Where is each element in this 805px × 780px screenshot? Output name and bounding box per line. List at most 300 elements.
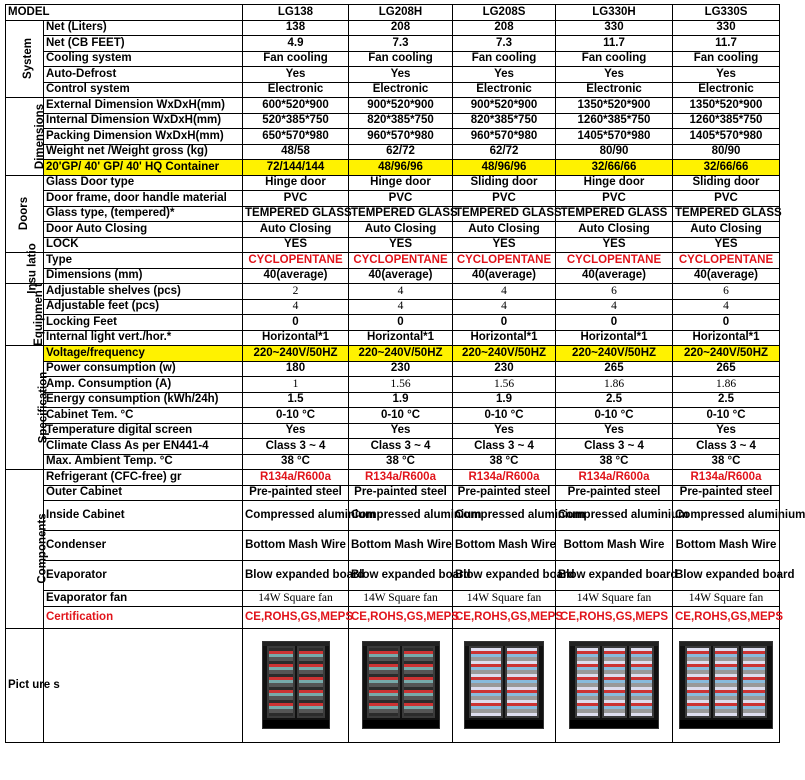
row-value: 48/96/96	[349, 160, 453, 176]
row-label: Internal Dimension WxDxH(mm)	[44, 113, 243, 129]
row-value: 208	[349, 20, 453, 36]
row-value: Fan cooling	[349, 51, 453, 67]
row-label: Outer Cabinet	[44, 485, 243, 501]
row-value: Compressed aluminium	[556, 501, 673, 531]
spec-row-door-close	[6, 222, 780, 238]
fridge-door	[267, 646, 295, 718]
spec-row-ambient	[6, 454, 780, 470]
spec-row-evap-fan	[6, 591, 780, 607]
row-value: 11.7	[556, 36, 673, 52]
row-value: 1.56	[453, 377, 556, 393]
row-value: 0-10 °C	[349, 408, 453, 424]
row-value: Auto Closing	[349, 222, 453, 238]
row-label: Door frame, door handle material	[44, 191, 243, 207]
row-label: Adjustable feet (pcs)	[44, 299, 243, 315]
row-value: Hinge door	[349, 175, 453, 191]
row-value: Hinge door	[556, 175, 673, 191]
header-row	[6, 5, 780, 21]
row-value: 38 °C	[673, 454, 780, 470]
row-value: Horizontal*1	[349, 330, 453, 346]
row-value: 1260*385*750	[673, 113, 780, 129]
row-value: Compressed aluminium	[453, 501, 556, 531]
group-equipment	[6, 284, 44, 346]
row-value: Pre-painted steel	[673, 485, 780, 501]
spec-row-int-dim	[6, 113, 780, 129]
row-value: Pre-painted steel	[453, 485, 556, 501]
row-value: Yes	[453, 423, 556, 439]
row-value: Fan cooling	[673, 51, 780, 67]
fridge-door	[741, 646, 767, 718]
row-value: Yes	[349, 67, 453, 83]
row-label: Evaporator fan	[44, 591, 243, 607]
row-value: 14W Square fan	[453, 591, 556, 607]
row-value: PVC	[453, 191, 556, 207]
group-system	[6, 20, 44, 98]
row-label: Certification	[44, 606, 243, 628]
row-value: CYCLOPENTANE	[556, 253, 673, 269]
spec-row-control	[6, 82, 780, 98]
row-value: YES	[243, 237, 349, 253]
group-label: Pict ure s	[8, 678, 60, 691]
row-value: Yes	[243, 67, 349, 83]
row-value: Blow expanded board	[556, 561, 673, 591]
spec-row-ins-type	[6, 253, 780, 269]
row-value: Compressed aluminium	[673, 501, 780, 531]
row-value: Compressed aluminium	[349, 501, 453, 531]
row-value: 14W Square fan	[349, 591, 453, 607]
row-label: Internal light vert./hor.*	[44, 330, 243, 346]
fridge-top	[570, 642, 658, 646]
row-value: CYCLOPENTANE	[243, 253, 349, 269]
row-value: 138	[243, 20, 349, 36]
row-value: 40(average)	[453, 268, 556, 284]
row-value: Yes	[673, 423, 780, 439]
fridge-image	[569, 641, 659, 729]
row-value: 32/66/66	[556, 160, 673, 176]
row-label: Voltage/frequency	[44, 346, 243, 362]
row-value: 1405*570*980	[673, 129, 780, 145]
row-value: 7.3	[349, 36, 453, 52]
row-value: 6	[556, 284, 673, 300]
row-value: R134a/R600a	[243, 470, 349, 486]
row-value: Blow expanded board	[453, 561, 556, 591]
row-value: 0-10 °C	[243, 408, 349, 424]
row-value: 960*570*980	[453, 129, 556, 145]
spec-row-light	[6, 330, 780, 346]
fridge-door	[602, 646, 627, 718]
row-value: Yes	[556, 423, 673, 439]
row-value: 38 °C	[243, 454, 349, 470]
model-header: LG208S	[453, 5, 556, 21]
spec-row-amp	[6, 377, 780, 393]
fridge-base	[570, 720, 658, 728]
row-value: 220~240V/50HZ	[349, 346, 453, 362]
row-label: Type	[44, 253, 243, 269]
row-value: Horizontal*1	[453, 330, 556, 346]
spec-row-glass-door	[6, 175, 780, 191]
row-label: Climate Class As per EN441-4	[44, 439, 243, 455]
row-value: 80/90	[556, 144, 673, 160]
row-value: Yes	[556, 67, 673, 83]
spec-row-glass-type	[6, 206, 780, 222]
row-value: 40(average)	[349, 268, 453, 284]
row-value: Horizontal*1	[673, 330, 780, 346]
row-label: Power consumption (w)	[44, 361, 243, 377]
fridge-image	[262, 641, 330, 729]
row-value: 38 °C	[453, 454, 556, 470]
fridge-door	[629, 646, 654, 718]
row-value: 2	[243, 284, 349, 300]
row-label: Packing Dimension WxDxH(mm)	[44, 129, 243, 145]
row-value: 0-10 °C	[556, 408, 673, 424]
fridge-base	[680, 720, 772, 728]
row-label: Amp. Consumption (A)	[44, 377, 243, 393]
group-pictures	[6, 628, 60, 742]
row-value: 4	[556, 299, 673, 315]
product-picture	[673, 628, 780, 742]
spec-row-net-cbfeet	[6, 36, 780, 52]
row-value: Horizontal*1	[243, 330, 349, 346]
row-label: Refrigerant (CFC-free) gr	[44, 470, 243, 486]
spec-row-evaporator	[6, 561, 780, 591]
row-value: CE,ROHS,GS,MEPS	[349, 606, 453, 628]
row-value: 1.86	[556, 377, 673, 393]
group-components	[6, 470, 49, 629]
pictures-row	[6, 628, 780, 742]
row-value: 14W Square fan	[556, 591, 673, 607]
row-value: R134a/R600a	[556, 470, 673, 486]
row-value: 40(average)	[673, 268, 780, 284]
fridge-image	[679, 641, 773, 729]
row-value: Bottom Mash Wire	[349, 531, 453, 561]
row-label: Weight net /Weight gross (kg)	[44, 144, 243, 160]
spec-row-net-liters	[6, 20, 780, 36]
row-value: 62/72	[349, 144, 453, 160]
row-value: Bottom Mash Wire	[243, 531, 349, 561]
fridge-door	[575, 646, 600, 718]
spec-row-locking-feet	[6, 315, 780, 331]
row-label: Cooling system	[44, 51, 243, 67]
row-value: 265	[556, 361, 673, 377]
row-value: R134a/R600a	[349, 470, 453, 486]
row-value: Hinge door	[243, 175, 349, 191]
row-value: 1350*520*900	[673, 98, 780, 114]
row-value: CYCLOPENTANE	[453, 253, 556, 269]
row-value: CYCLOPENTANE	[673, 253, 780, 269]
row-label: External Dimension WxDxH(mm)	[44, 98, 243, 114]
row-value: Bottom Mash Wire	[453, 531, 556, 561]
row-value: 230	[349, 361, 453, 377]
spec-row-pack-dim	[6, 129, 780, 145]
model-header-label: MODEL	[6, 5, 243, 21]
row-value: TEMPERED GLASS	[349, 206, 453, 222]
row-value: 208	[453, 20, 556, 36]
spec-row-power	[6, 361, 780, 377]
row-value: 4.9	[243, 36, 349, 52]
row-value: Fan cooling	[453, 51, 556, 67]
spec-row-cooling	[6, 51, 780, 67]
row-value: PVC	[243, 191, 349, 207]
row-value: Class 3 ~ 4	[243, 439, 349, 455]
row-label: Control system	[44, 82, 243, 98]
row-label: Temperature digital screen	[44, 423, 243, 439]
spec-row-lock	[6, 237, 780, 253]
row-value: CYCLOPENTANE	[349, 253, 453, 269]
row-label: Locking Feet	[44, 315, 243, 331]
row-value: YES	[556, 237, 673, 253]
row-value: 6	[673, 284, 780, 300]
row-value: TEMPERED GLASS	[453, 206, 556, 222]
row-value: 62/72	[453, 144, 556, 160]
product-picture	[453, 628, 556, 742]
row-value: 900*520*900	[349, 98, 453, 114]
spec-row-feet	[6, 299, 780, 315]
spec-table	[5, 4, 805, 743]
spec-row-refrigerant	[6, 470, 780, 486]
fridge-image	[464, 641, 544, 729]
row-value: 1	[243, 377, 349, 393]
spec-row-ext-dim	[6, 98, 780, 114]
spec-row-climate	[6, 439, 780, 455]
row-value: Class 3 ~ 4	[453, 439, 556, 455]
row-value: Electronic	[556, 82, 673, 98]
fridge-door	[367, 646, 400, 718]
row-value: 14W Square fan	[243, 591, 349, 607]
fridge-top	[680, 642, 772, 646]
row-value: 220~240V/50HZ	[453, 346, 556, 362]
row-value: 1.9	[453, 392, 556, 408]
fridge-top	[263, 642, 329, 646]
row-value: 38 °C	[556, 454, 673, 470]
row-value: 230	[453, 361, 556, 377]
row-value: R134a/R600a	[673, 470, 780, 486]
row-value: 40(average)	[556, 268, 673, 284]
row-value: 48/58	[243, 144, 349, 160]
spec-row-outer	[6, 485, 780, 501]
spec-row-container	[6, 160, 780, 176]
row-value: 0	[243, 315, 349, 331]
product-picture	[349, 628, 453, 742]
row-value: R134a/R600a	[453, 470, 556, 486]
fridge-base	[363, 720, 439, 728]
spec-row-weight	[6, 144, 780, 160]
row-value: 4	[453, 299, 556, 315]
row-value: 1.5	[243, 392, 349, 408]
row-value: 11.7	[673, 36, 780, 52]
row-value: 4	[243, 299, 349, 315]
row-value: Electronic	[349, 82, 453, 98]
row-value: 180	[243, 361, 349, 377]
row-value: PVC	[673, 191, 780, 207]
group-doors	[6, 175, 44, 253]
spec-row-door-frame	[6, 191, 780, 207]
row-value: 48/96/96	[453, 160, 556, 176]
fridge-base	[465, 720, 543, 728]
fridge-door	[685, 646, 711, 718]
spec-row-cab-temp	[6, 408, 780, 424]
row-label: Condenser	[44, 531, 243, 561]
spec-row-shelves	[6, 284, 780, 300]
row-value: 2.5	[556, 392, 673, 408]
fridge-base	[263, 720, 329, 728]
row-value: CE,ROHS,GS,MEPS	[556, 606, 673, 628]
spec-row-temp-screen	[6, 423, 780, 439]
group-label: Dimensions	[34, 103, 47, 169]
row-value: Pre-painted steel	[243, 485, 349, 501]
row-value: Class 3 ~ 4	[349, 439, 453, 455]
row-value: Fan cooling	[243, 51, 349, 67]
row-value: Bottom Mash Wire	[673, 531, 780, 561]
spec-row-inside	[6, 501, 780, 531]
row-value: Pre-painted steel	[556, 485, 673, 501]
group-label: Components	[36, 513, 49, 584]
row-value: 38 °C	[349, 454, 453, 470]
row-value: Yes	[673, 67, 780, 83]
product-picture	[243, 628, 349, 742]
row-value: 1.9	[349, 392, 453, 408]
row-value: 220~240V/50HZ	[243, 346, 349, 362]
row-value: 600*520*900	[243, 98, 349, 114]
row-value: 0	[556, 315, 673, 331]
row-value: Blow expanded board	[349, 561, 453, 591]
row-value: YES	[453, 237, 556, 253]
spec-row-defrost	[6, 67, 780, 83]
row-value: TEMPERED GLASS	[556, 206, 673, 222]
model-header: LG330S	[673, 5, 780, 21]
row-label: Net (Liters)	[44, 20, 243, 36]
row-value: Electronic	[673, 82, 780, 98]
row-value: CE,ROHS,GS,MEPS	[243, 606, 349, 628]
row-value: Auto Closing	[243, 222, 349, 238]
row-value: 4	[349, 284, 453, 300]
row-label: Glass Door type	[44, 175, 243, 191]
group-dimensions	[6, 98, 47, 176]
row-value: Class 3 ~ 4	[556, 439, 673, 455]
row-value: 1350*520*900	[556, 98, 673, 114]
row-value: 4	[673, 299, 780, 315]
row-value: PVC	[556, 191, 673, 207]
row-value: Class 3 ~ 4	[673, 439, 780, 455]
row-value: Auto Closing	[453, 222, 556, 238]
row-label: 20'GP/ 40' GP/ 40' HQ Container	[44, 160, 243, 176]
row-value: 14W Square fan	[673, 591, 780, 607]
row-label: Door Auto Closing	[44, 222, 243, 238]
row-label: Cabinet Tem. °C	[44, 408, 243, 424]
row-value: 2.5	[673, 392, 780, 408]
spec-row-cert	[6, 606, 780, 628]
row-value: 1405*570*980	[556, 129, 673, 145]
row-label: Inside Cabinet	[44, 501, 243, 531]
row-value: Bottom Mash Wire	[556, 531, 673, 561]
row-label: Max. Ambient Temp. °C	[44, 454, 243, 470]
row-value: CE,ROHS,GS,MEPS	[673, 606, 780, 628]
group-label: Insu latio	[26, 242, 39, 294]
row-value: 330	[556, 20, 673, 36]
row-value: 220~240V/50HZ	[556, 346, 673, 362]
row-value: 4	[349, 299, 453, 315]
row-value: 650*570*980	[243, 129, 349, 145]
row-value: TEMPERED GLASS	[673, 206, 780, 222]
group-label: Doors	[18, 197, 31, 231]
row-value: Yes	[349, 423, 453, 439]
row-value: Yes	[453, 67, 556, 83]
row-value: 1260*385*750	[556, 113, 673, 129]
row-value: CE,ROHS,GS,MEPS	[453, 606, 556, 628]
row-value: PVC	[349, 191, 453, 207]
row-value: Electronic	[243, 82, 349, 98]
row-value: 0-10 °C	[453, 408, 556, 424]
row-value: 0-10 °C	[673, 408, 780, 424]
spec-row-voltage	[6, 346, 780, 362]
row-value: 1.86	[673, 377, 780, 393]
row-label: Auto-Defrost	[44, 67, 243, 83]
fridge-top	[363, 642, 439, 646]
row-value: Yes	[243, 423, 349, 439]
row-value: YES	[673, 237, 780, 253]
row-value: 330	[673, 20, 780, 36]
fridge-top	[465, 642, 543, 646]
row-value: Auto Closing	[673, 222, 780, 238]
row-label: Dimensions (mm)	[44, 268, 243, 284]
fridge-image	[362, 641, 440, 729]
row-value: Compressed aluminium	[243, 501, 349, 531]
row-value: 960*570*980	[349, 129, 453, 145]
row-value: Sliding door	[673, 175, 780, 191]
row-value: 40(average)	[243, 268, 349, 284]
row-label: Net (CB FEET)	[44, 36, 243, 52]
row-value: 7.3	[453, 36, 556, 52]
model-header: LG138	[243, 5, 349, 21]
row-value: 80/90	[673, 144, 780, 160]
row-label: Glass type, (tempered)*	[44, 206, 243, 222]
fridge-door	[713, 646, 739, 718]
row-label: Adjustable shelves (pcs)	[44, 284, 243, 300]
row-value: 32/66/66	[673, 160, 780, 176]
group-insulation	[6, 242, 44, 294]
row-value: Fan cooling	[556, 51, 673, 67]
row-value: 0	[453, 315, 556, 331]
model-header: LG208H	[349, 5, 453, 21]
fridge-door	[469, 646, 503, 718]
row-label: Energy consumption (kWh/24h)	[44, 392, 243, 408]
group-specification	[6, 346, 50, 470]
row-value: 820*385*750	[453, 113, 556, 129]
fridge-door	[402, 646, 435, 718]
group-label: Equipmen t	[32, 283, 45, 346]
row-value: 0	[673, 315, 780, 331]
row-value: 220~240V/50HZ	[673, 346, 780, 362]
row-value: 520*385*750	[243, 113, 349, 129]
row-value: Sliding door	[453, 175, 556, 191]
fridge-door	[505, 646, 539, 718]
row-value: 4	[453, 284, 556, 300]
row-value: 820*385*750	[349, 113, 453, 129]
row-label: Evaporator	[44, 561, 243, 591]
row-value: Blow expanded board	[243, 561, 349, 591]
spec-row-energy	[6, 392, 780, 408]
row-value: Auto Closing	[556, 222, 673, 238]
row-value: YES	[349, 237, 453, 253]
fridge-door	[297, 646, 325, 718]
row-value: Electronic	[453, 82, 556, 98]
row-value: 900*520*900	[453, 98, 556, 114]
model-header: LG330H	[556, 5, 673, 21]
spec-row-condenser	[6, 531, 780, 561]
product-picture	[556, 628, 673, 742]
row-value: 0	[349, 315, 453, 331]
row-value: Pre-painted steel	[349, 485, 453, 501]
row-value: TEMPERED GLASS	[243, 206, 349, 222]
